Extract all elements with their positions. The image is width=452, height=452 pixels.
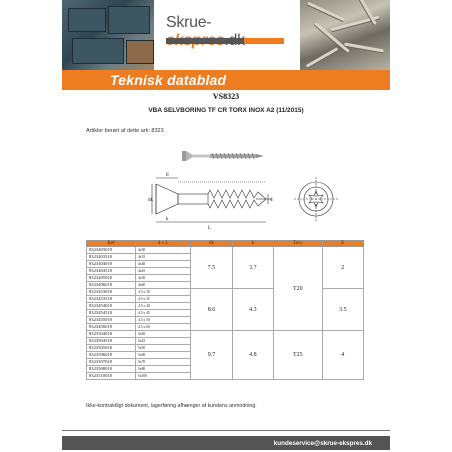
tools-photo bbox=[62, 0, 154, 70]
cell-k: 4.8 bbox=[232, 331, 273, 380]
label-k: k bbox=[166, 217, 169, 222]
affected-articles: Artikler berørt af dette ark: 8323 bbox=[86, 128, 164, 134]
cell-dk: 9.7 bbox=[191, 331, 232, 380]
header-torx: Torx bbox=[274, 241, 323, 247]
cell-ref: 8323405018 bbox=[87, 275, 136, 282]
cell-dim: 5x80 bbox=[136, 366, 191, 373]
header-k: k bbox=[232, 241, 273, 247]
product-subtitle: VBA SELVBORING TF CR TORX INOX A2 (11/2015) bbox=[148, 107, 304, 114]
cell-ref: 8323404518 bbox=[87, 268, 136, 275]
cell-ref: 8323456018 bbox=[87, 324, 136, 331]
footer-divider bbox=[62, 430, 390, 431]
cell-dim: 4x50 bbox=[136, 275, 191, 282]
label-L: L bbox=[208, 226, 212, 231]
cell-ref: 8323404018 bbox=[87, 261, 136, 268]
cell-e: 3.5 bbox=[322, 289, 363, 331]
header-dk: dk bbox=[191, 241, 232, 247]
header-ref: Ref bbox=[87, 241, 136, 247]
header-e: E bbox=[322, 241, 363, 247]
disclaimer-note: Ikke-kontraktligt dokument, lagerføring afhænger af kundens anmodning. bbox=[86, 403, 257, 409]
cell-dim: 5x40 bbox=[136, 331, 191, 338]
brand-logo[interactable] bbox=[166, 14, 288, 54]
cell-dim: 4x40 bbox=[136, 261, 191, 268]
cell-dim: 4.5 x 50 bbox=[136, 317, 191, 324]
label-E: E bbox=[166, 173, 170, 178]
footer-email-link[interactable]: kundeservice@skrue-ekspres.dk bbox=[273, 439, 372, 447]
cell-ref: 8323507018 bbox=[87, 359, 136, 366]
cell-dim: 4.5 x 45 bbox=[136, 310, 191, 317]
table-row bbox=[87, 289, 364, 296]
cell-k: 3.7 bbox=[232, 247, 273, 289]
logo-underline bbox=[166, 38, 284, 44]
banner-title: Teknisk datablad bbox=[110, 72, 227, 88]
spec-table bbox=[86, 240, 364, 380]
cell-dim: 4.5 x 30 bbox=[136, 289, 191, 296]
screws-photo bbox=[300, 0, 390, 70]
cell-ref: 8323455018 bbox=[87, 317, 136, 324]
cell-ref: 8323406018 bbox=[87, 282, 136, 289]
cell-ref: 8323454018 bbox=[87, 303, 136, 310]
datasheet-page bbox=[62, 0, 390, 452]
cell-ref: 8323504518 bbox=[87, 338, 136, 345]
cell-torx: T20 bbox=[274, 247, 323, 331]
cell-ref: 8323505018 bbox=[87, 345, 136, 352]
cell-dim: 5x60 bbox=[136, 352, 191, 359]
cell-ref: 8323453518 bbox=[87, 296, 136, 303]
header-dxl: d x L bbox=[136, 241, 191, 247]
cell-dim: 4x35 bbox=[136, 254, 191, 261]
cell-dim: 4x30 bbox=[136, 247, 191, 254]
cell-ref: 8323453018 bbox=[87, 289, 136, 296]
product-code: VS8323 bbox=[212, 92, 240, 101]
cell-torx: T25 bbox=[274, 331, 323, 380]
cell-dk: 8.6 bbox=[191, 289, 232, 331]
cell-ref: 8323506018 bbox=[87, 352, 136, 359]
cell-dim: 5x70 bbox=[136, 359, 191, 366]
cell-ref: 8323504018 bbox=[87, 331, 136, 338]
technical-drawing bbox=[148, 172, 368, 232]
cell-dim: 4x60 bbox=[136, 282, 191, 289]
label-d: d bbox=[270, 198, 273, 203]
title-banner bbox=[62, 70, 390, 90]
cell-dim: 5x100 bbox=[136, 373, 191, 380]
cell-ref: 8323403018 bbox=[87, 247, 136, 254]
cell-dim: 4x45 bbox=[136, 268, 191, 275]
label-dk: dk bbox=[148, 198, 153, 203]
screw-image bbox=[180, 148, 266, 164]
footer-bar bbox=[62, 436, 390, 450]
cell-e: 2 bbox=[322, 247, 363, 289]
cell-ref: 8323403518 bbox=[87, 254, 136, 261]
cell-dim: 4.5 x 40 bbox=[136, 303, 191, 310]
logo-text: Skrue- bbox=[166, 14, 212, 31]
cell-ref: 8323510018 bbox=[87, 373, 136, 380]
table-row bbox=[87, 331, 364, 338]
cell-dk: 7.5 bbox=[191, 247, 232, 289]
cell-dim: 5x45 bbox=[136, 338, 191, 345]
cell-dim: 4.5 x 60 bbox=[136, 324, 191, 331]
table-row bbox=[87, 247, 364, 254]
cell-ref: 8323454518 bbox=[87, 310, 136, 317]
cell-dim: 5x50 bbox=[136, 345, 191, 352]
cell-k: 4.3 bbox=[232, 289, 273, 331]
cell-ref: 8323508018 bbox=[87, 366, 136, 373]
cell-e: 4 bbox=[322, 331, 363, 380]
cell-dim: 4.5 x 35 bbox=[136, 296, 191, 303]
